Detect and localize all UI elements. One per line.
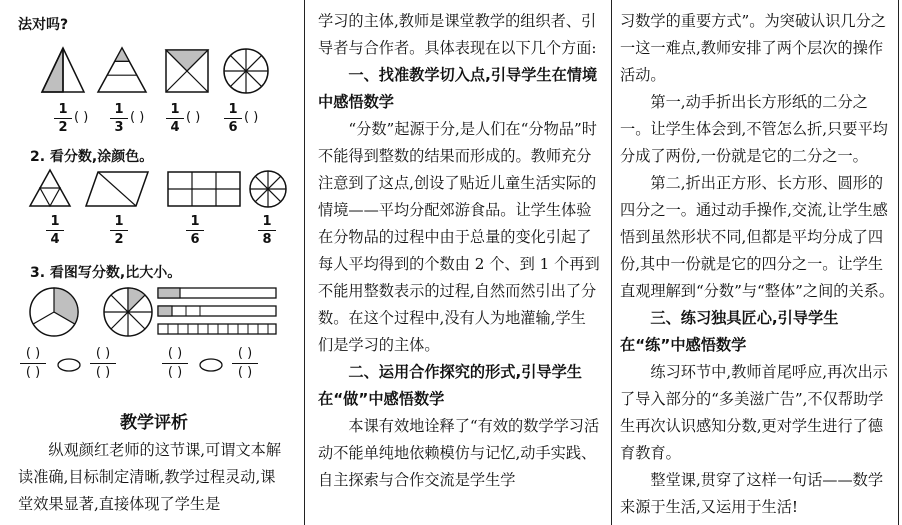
- body-paragraph: 第一,动手折出长方形纸的二分之一。让学生体会到,不管怎么折,只要平均分成了两份,一份就是它的二分之一。: [620, 93, 888, 165]
- body-paragraph: 第二,折出正方形、长方形、圆形的四分之一。通过动手操作,交流,让学生感悟到虽然形状不同,但都是平均分成了四份,其中一份就是它的四分之一。让学生直观理解到“分数”与“整体”之间的关系。: [620, 174, 895, 300]
- fraction: 1 6: [224, 102, 242, 135]
- triangle-quarters-shape: [30, 170, 70, 206]
- fraction: 1 8: [258, 214, 276, 247]
- section-heading: 二、运用合作探究的形式,引导学生在“做”中感悟数学: [318, 363, 582, 408]
- body-paragraph: 本课有效地诠释了“有效的数学学习活动不能单纯地依赖模仿与记忆,动手实践、自主探索与合作交流是学生学: [318, 417, 600, 489]
- column-1: [18, 0, 290, 525]
- triangle-strips-shape: [98, 48, 146, 92]
- answer-blank: ( ): [186, 110, 201, 125]
- bar-strips-shape: [158, 288, 276, 334]
- column-3: [620, 0, 896, 525]
- body-paragraph: 练习环节中,教师首尾呼应,再次出示了导入部分的“多美滋广告”,不仅帮助学生再次认识感知分数,更对学生进行了德育教育。: [620, 363, 888, 462]
- section-title: 教学评析: [120, 413, 188, 433]
- column-2: [318, 0, 600, 525]
- rectangle-sixths-shape: [168, 172, 240, 206]
- circle-eighths-shape: [250, 171, 286, 207]
- question-tail: 法对吗?: [18, 17, 69, 33]
- fraction: 1 3: [110, 102, 128, 135]
- column-divider: [611, 0, 612, 525]
- triangle-halves-shape: [42, 48, 84, 92]
- body-paragraph: 习数学的重要方式”。为突破认识几分之一这一难点,教师安排了两个层次的操作活动。: [620, 12, 886, 84]
- answer-blank: ( ): [130, 110, 145, 125]
- section-heading: 一、找准教学切入点,引导学生在情境中感悟数学: [318, 66, 598, 111]
- body-paragraph: “分数”起源于分,是人们在“分物品”时不能得到整数的结果而形成的。教师充分注意到了这点,创设了贴近儿童生活实际的情境——平均分配郊游食品。让学生体验在分物品的过程中由于总量的变化引起了每人平均得到的个数由 2 个、到 1 个再到不能用整数表示的过程,自然而然引出了分数。在这个过程中,没有人为地灌输,学生们是学习的主体。: [318, 120, 600, 354]
- compare-oval: [56, 358, 82, 372]
- fraction: 1 4: [166, 102, 184, 135]
- section-heading: 三、练习独具匠心,引导学生在“练”中感悟数学: [620, 309, 839, 354]
- q2-shapes-figure: [18, 168, 290, 212]
- fraction: 1 4: [46, 214, 64, 247]
- question-2-label: 2. 看分数,涂颜色。: [30, 149, 154, 165]
- question-3-label: 3. 看图写分数,比大小。: [30, 265, 182, 281]
- answer-fraction-blank: ( ) ( ): [230, 346, 260, 381]
- answer-blank: ( ): [244, 110, 259, 125]
- body-paragraph: 整堂课,贯穿了这样一句话——数学来源于生活,又运用于生活!: [620, 471, 884, 516]
- circle-eighths-shape: [224, 49, 268, 93]
- q3-shapes-figure: [18, 286, 290, 342]
- fraction: 1 2: [54, 102, 72, 135]
- circle-eighths-shape: [104, 288, 152, 336]
- q1-shapes-figure: [18, 44, 290, 96]
- column-divider: [304, 0, 305, 525]
- square-diagonals-shape: [166, 50, 208, 92]
- column-divider: [898, 0, 899, 525]
- fraction: 1 2: [110, 214, 128, 247]
- answer-blank: ( ): [74, 110, 89, 125]
- answer-fraction-blank: ( ) ( ): [18, 346, 48, 381]
- fraction: 1 6: [186, 214, 204, 247]
- review-paragraph: 纵观颜红老师的这节课,可谓文本解读准确,目标制定清晰,教学过程灵动,课堂效果显著,直接体现了学生是: [18, 441, 282, 513]
- compare-oval: [198, 358, 224, 372]
- circle-thirds-shape: [30, 288, 78, 336]
- answer-fraction-blank: ( ) ( ): [88, 346, 118, 381]
- body-paragraph: 学习的主体,教师是课堂教学的组织者、引导者与合作者。具体表现在以下几个方面:: [318, 12, 597, 57]
- answer-fraction-blank: ( ) ( ): [160, 346, 190, 381]
- parallelogram-halves-shape: [86, 172, 148, 206]
